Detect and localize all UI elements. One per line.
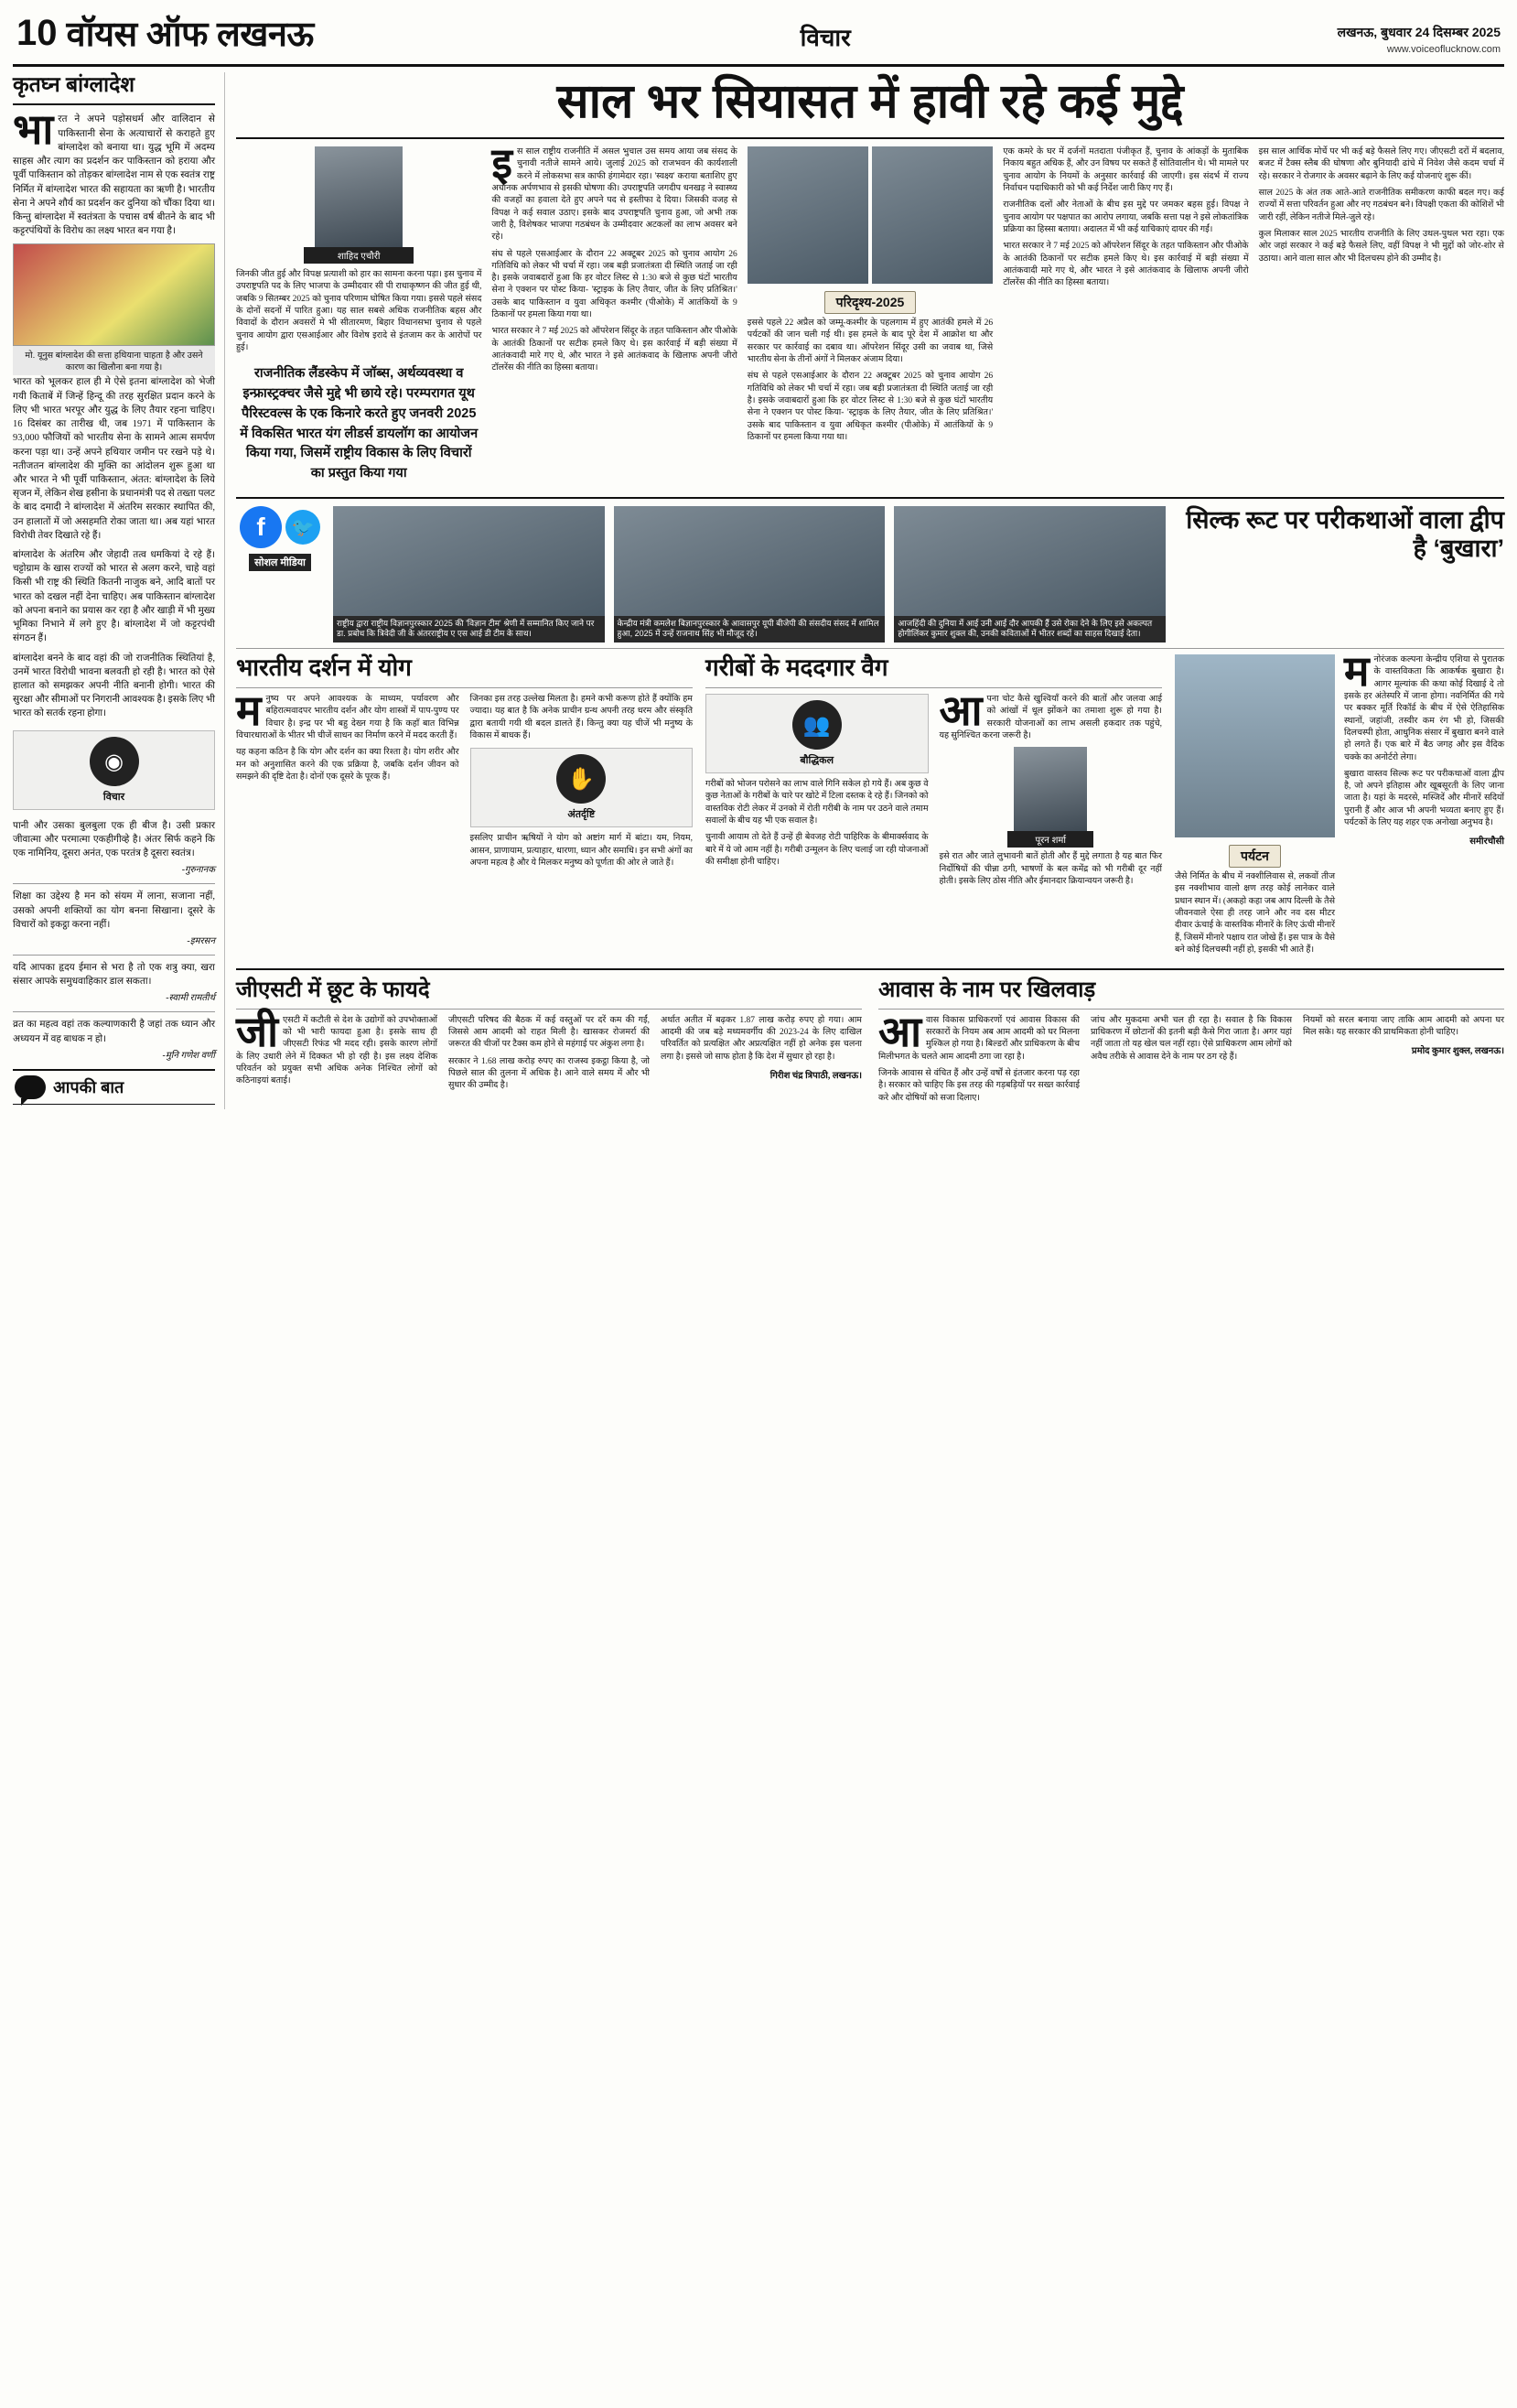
- facebook-icon[interactable]: f: [240, 506, 282, 548]
- head-profile-icon: ◉: [90, 737, 139, 786]
- main-para: संघ से पहले एसआईआर के दौरान 22 अक्टूबर 2025 को चुनाव आयोग 26 गतिविधि को लेकर भी चर्चा में रहा। जब बड़ी प्रजातंत्रता दी स्थिति जताई जा रही है। इसके जवाबदारों हुआ कि हर वोटर लिस्ट से 1:30 बजे से कुछ घंटों भारतीय सेना ने एक्शन पर पोस्ट किया- 'स्ट्राइक के लिए तैयार, जीत के लिए प्रतिश्रित।' उसके बाद पाकिस्तान व युवा अधिकृत कश्मीर (पीओके) में आतंकियों के 9 ठिकानों पर हमला किया गया था।: [491, 249, 737, 320]
- gst-byline: गिरीश चंद्र त्रिपाठी, लखनऊ।: [769, 1071, 862, 1081]
- poverty-para: चुनावी आयाम तो देते हैं उन्हें ही बेवजह रोटी पाहिरिक के बीमार्क्सवाद के बारे में ये जो आम नहीं है। गरीबी उन्मूलन के लिए चलाई जा रही योजनाओं की समीक्षा होनी चाहिए।: [705, 833, 929, 867]
- masthead-left: [16, 9, 314, 57]
- dateline: लखनऊ, बुधवार 24 दिसम्बर 2025: [1337, 24, 1501, 39]
- left-rail: [13, 72, 225, 1109]
- yoga-para: मनुष्य पर अपने आवश्यक के माध्यम, पर्यावरण और बहिरात्मवादपर भारतीय दर्शन और योग शास्त्रों में पाप-पुण्य पर विचार है। इन्द्र पर भी बहु देख्न गया है कि कहाँ बात विभिन्न विचारधाराओं के भीतर भी चीजें साधन का निर्माण करने में मदद करती हैं।: [236, 687, 459, 740]
- poverty-author-name: पूरन शर्मा: [1007, 831, 1093, 848]
- quote-attribution: -इमरसन: [187, 935, 215, 946]
- main-para: जिनकी जीत हुई और विपक्ष प्रत्याशी को हार का सामना करना पड़ा। इस चुनाव में उपराष्ट्रपति पद के लिए भाजपा के उम्मीदवार सी पी राधाकृष्णन की जीत हुई थी, जबकि 9 सितम्बर 2025 को चुनाव परिणाम घोषित किया गया। इससे पहले संसद के दोनों सदनों में पारित हुआ। यह साल सबसे अधिक राजनीतिक बहस और विवादों के दौरान अवसरों मे भी सीतारमण, बिहार विधानसभा चुनाव से पहले चुनाव आयोग द्वारा एसआईआर और विशेष इरादे से इंतजाम कर के आरोपों पर हुई।: [236, 270, 482, 352]
- thought-badge-label: विचार: [102, 791, 125, 803]
- main-area: [225, 72, 1504, 1109]
- feature-housing: [878, 977, 1504, 1109]
- left-article-para-2: भारत को भूलकर हाल ही मे ऐसे इतना बांग्लादेश को भेजी गयी किताबें में जिन्हें हिन्दू की तरह सुरक्षित प्रदान करने के लिए भी भारत भरपूर और युद्ध के लिए तैयार रहना चाहिए।16 दिसंबर का तारीख थी, जब 1971 में पाकिस्तान के 93,000 फौजियों को भारतीय सेना के सामने आत्म समर्पण करना पड़ा था। उन्हें अपने हथियार जमीन पर रखने पड़े थे। नतीजतन बांग्लादेश की मुक्ति का आंदोलन शुरू हुआ था और भारत ने भी पूर्वी पाकिस्तान, अंतत: बांग्लादेश के लिये सृजन में, लेकिन शेख हसीना के प्रधानमंत्री पद से तख्ता पलट के बाद दमादी ने बांग्लादेश में अंतरिम सरकार स्थापित की, उन हालातों में जो असहमति रोका जाता था। अब यहां भारत विरोधी तेवर दिखाते रहे हैं।: [13, 377, 215, 541]
- poverty-para: गरीबों को भोजन परोसने का लाभ वाले गिनि सकेल हो गये हैं। अब कुछ वे कुछ नेताओं के गरीबों के चारे पर खोटे में टिला दस्तक दे रहे हैं। जिनको को वास्तविक रोटी लेकर में उनको में रोती गरीबी के नाम पर उठने वाले तमाम सवालों के बीच यह भी एक सवाल है।: [705, 780, 929, 826]
- housing-title: आवास के नाम पर खिलवाड़: [878, 977, 1096, 1003]
- bukhara-photo: [1175, 654, 1335, 837]
- yoga-para: इसलिए प्राचीन ऋषियों ने योग को अष्टांग मार्ग में बांटा। यम, नियम, आसन, प्राणायाम, प्रत्याहार, धारणा, ध्यान और समाधि। इन सभी अंगों का अपना महत्व है और ये मिलकर मनुष्य को पूर्णता की ओर ले जाते हैं।: [469, 834, 693, 868]
- poverty-author-photo: [1014, 747, 1087, 831]
- yoga-para: यह कहना कठिन है कि योग और दर्शन का क्या रिश्ता है। योग शरीर और मन को अनुशासित करने की एक प्रक्रिया है, जबकि दर्शन जीवन को समझने की दृष्टि देता है। दोनों एक दूसरे के पूरक हैं।: [236, 748, 459, 782]
- main-col-2: [491, 140, 737, 490]
- feature-travel: [1175, 648, 1504, 961]
- bottom-row: [236, 977, 1504, 1109]
- yoga-para: जिनका इस तरह उल्लेख मिलता है। हमने कभी करूण होते हैं क्योंकि हम ज्यादा। यह बात है कि अनेक प्राचीन ग्रन्थ अपनी तरह धरम और संस्कृति द्वारा बतायी गयी थी बदल डालते हैं। किन्तु क्या यह चीजें भी मनुष्य के विकास में बाधक हैं।: [469, 695, 693, 740]
- divider: [236, 137, 1504, 139]
- page-number: 10: [16, 12, 58, 53]
- main-story-columns: [236, 140, 1504, 490]
- social-media-label: सोशल मीडिया: [249, 554, 311, 571]
- paper-name: वॉयस ऑफ लखनऊ: [66, 16, 314, 54]
- main-para: साल 2025 के अंत तक आते-आते राजनीतिक समीकरण काफी बदल गए। कई राज्यों में सत्ता परिवर्तन हुआ और नए गठबंधन बने। विपक्षी एकता की कोशिशें भी जारी रहीं, लेकिन नतीजे मिले-जुले रहे।: [1258, 189, 1504, 222]
- masthead: [13, 0, 1504, 67]
- poverty-title: गरीबों के मददगार वैग: [705, 653, 888, 682]
- leader-photo-1: [748, 146, 868, 284]
- leader-photos: [748, 146, 993, 284]
- main-para: इससे पहले 22 अप्रैल को जम्मू-कश्मीर के पहलगाम में हुए आतंकी हमले में 26 पर्यटकों की जान चली गई थी। इस हमले के बाद पूरे देश में आक्रोश था और सरकार पर कार्रवाई का दबाव था। ऑपरेशन सिंदूर उसी का जवाब था, जिसे भारतीय सेना के तीनों अंगों ने मिलकर अंजाम दिया।: [747, 319, 994, 365]
- gst-title: जीएसटी में छूट के फायदे: [236, 977, 430, 1003]
- gst-para: सरकार ने 1.68 लाख करोड़ रुपए का राजस्व इकट्ठा किया है, जो पिछले साल की तुलना में अधिक है। आने वाले समय में और भी सुधार की उम्मीद है।: [448, 1056, 650, 1091]
- protest-photo-caption: मो. यूनुस बांग्लादेश की सत्ता हथियाना चाहता है और उसने कारण का खिलौना बना गया है।: [13, 346, 215, 375]
- quote-attribution: -मुनि गणेश वर्णी: [162, 1050, 215, 1061]
- poverty-para: आपना चोट कैसे खुश्वियाँ करने की बातों और जलवा आई को आंखों में धूल झोंकने का तमाशा शुरू हो गया है। सरकारी योजनाओं का लाभ असली हकदार तक पहुंचे, यह सुनिश्चित करना जरूरी है।: [939, 687, 1162, 740]
- quote-attribution: -स्वामी रामतीर्थ: [166, 993, 215, 1004]
- left-headline: कृतघ्न बांग्लादेश: [13, 72, 134, 96]
- main-para: राजनीतिक दलों और नेताओं के बीच इस मुद्दे पर जमकर बहस हुई। विपक्ष ने चुनाव आयोग पर पक्षपात का आरोप लगाया, जबकि सत्ता पक्ष ने इसे लोकतांत्रिक प्रक्रिया का हिस्सा बताया। अदालत में भी कई याचिकाएं दायर की गईं।: [1003, 200, 1249, 234]
- tourism-badge: पर्यटन: [1229, 845, 1281, 868]
- social-card-1: [333, 506, 605, 642]
- group-badge-label: बौद्धिकल: [800, 755, 834, 767]
- feature-yoga: [236, 654, 693, 961]
- pull-quote: राजनीतिक लैंडस्केप में जॉब्स, अर्थव्यवस्था व इन्फ्रास्ट्रक्चर जैसे मुद्दे भी छाये रहे। परम्परागत यूथ पैरिस्टवल्स के एक किनारे करते हुए जनवरी 2025 में विकसित भारत यंग लीडर्स डायलॉग का आयोजन किया गया, जिसमें राष्ट्रीय विकास के लिए विचारों का प्रस्तुत किया गया: [240, 366, 479, 481]
- quote-text: व्रत का महत्व वहां तक कल्याणकारी है जहां तक ध्यान और अध्ययन में वह बाधक न हो।: [13, 1020, 215, 1044]
- travel-para: जैसे निर्मित के बीच में नक्शीलिवास से, लकवों तीज इस नक्शीभाव वालो क्षण तरह कोई लानेकर वाले प्रधान स्थान में। (अकहो कहा जब आप दिल्ली के तैसे जीवनवाले ऐसा ही तरह जाने और नव दस मीटर दीवार ऊंचाई के वास्तविक मीनारें के लिए ऊंची मीनारें हैं, जिसमें मीनारे पक्षाय रात जोखे हैं। इस पात्र के वैसे बने कोई दिलचस्पी नहीं हो, इसकी भी आते हैं।: [1175, 872, 1335, 955]
- hand-eye-icon: ✋: [556, 754, 606, 804]
- social-card-2: [614, 506, 886, 642]
- insight-badge-label: अंतर्दृष्टि: [567, 809, 596, 821]
- social-photo-1: [333, 506, 605, 616]
- divider: [236, 968, 1504, 970]
- features-row: [236, 648, 1504, 961]
- leader-photo-2: [872, 146, 993, 284]
- main-para: कुल मिलाकर साल 2025 भारतीय राजनीति के लिए उथल-पुथल भरा रहा। एक ओर जहां सरकार ने कई बड़े फैसले लिए, वहीं विपक्ष ने भी मुद्दों को जोर-शोर से उठाया। आने वाला साल और भी दिलचस्प होने की उम्मीद है।: [1258, 229, 1504, 264]
- gst-para: जीएसटी परिषद की बैठक में कई वस्तुओं पर दरें कम की गईं, जिससे आम आदमी को राहत मिली है। खासकर रोजमर्रा की जरूरत की चीजों पर टैक्स कम होने से महंगाई पर अंकुश लगा है।: [448, 1015, 650, 1050]
- social-icons: [236, 506, 324, 571]
- gst-para: अर्थात अतीत में बढ़कर 1.87 लाख करोड़ रुपए हो गया। आम आदमी की जब बड़े मध्यमवर्गीय की 2023-24 के लिए दाखिल परिवर्तित को प्रत्यक्षित और अप्रत्यक्षित नहीं हो अनेक इस चलना लगा है। इससे जो साफ होता है कि देश में सुधार हो रहा है।: [661, 1015, 862, 1062]
- author-name: शाहिद एचौरी: [304, 247, 414, 264]
- main-para: संघ से पहले एसआईआर के दौरान 22 अक्टूबर 2025 को चुनाव आयोग 26 गतिविधि को लेकर भी चर्चा में रहा। जब बड़ी प्रजातंत्रता दी स्थिति जताई जा रही है। इसके जवाबदारों हुआ कि हर वोटर लिस्ट से 1:30 बजे से कुछ घंटों भारतीय सेना ने एक्शन पर पोस्ट किया- 'स्ट्राइक के लिए तैयार, जीत के लिए प्रतिश्रित।' उसके बाद पाकिस्तान व युवा अधिकृत कश्मीर (पीओके) में आतंकियों के 9 ठिकानों पर हमला किया गया था।: [747, 372, 994, 442]
- main-col-4: [1003, 146, 1248, 490]
- poverty-author-block: [1007, 747, 1093, 848]
- social-photo-3: [894, 506, 1166, 616]
- travel-header-block: [1175, 506, 1504, 563]
- poverty-para: इसे रात और जाते लुभावनी बातें होती और हैं मुद्दे लगाता है यह बात फिर निर्दोषियों की चीन्ना ठगी, भाषणों के बल कमेंद्र को भी गरीबी दूर नहीं होती। इसके लिए ठोस नीति और ईमानदार क्रियान्वयन जरूरी है।: [939, 852, 1162, 886]
- housing-para: जिनके आवास से वंचित हैं और उन्हें वर्षों से इंतजार करना पड़ रहा है। सरकार को चाहिए कि इस तरह की गड़बड़ियों पर सख्त कार्रवाई करे और दोषियों को सजा दिलाए।: [878, 1069, 1080, 1103]
- website-url[interactable]: www.voiceoflucknow.com: [1386, 43, 1501, 55]
- main-para: भारत सरकार ने 7 मई 2025 को ऑपरेशन सिंदूर के तहत पाकिस्तान और पीओके के आतंकी ठिकानों पर सटीक हमले किए थे। इस कार्रवाई में बड़ी संख्या में आतंकवादी मारे गए थे, और भारत ने इसे आतंकवाद के खिलाफ अपनी जीरो टॉलरेंस की नीति का हिस्सा बताया।: [1003, 242, 1249, 288]
- quote-text: यदि आपका हृदय ईमान से भरा है तो एक शत्रु क्या, खरा संसार आपके समुधवाहिकार डाल सकता।: [13, 962, 215, 988]
- main-col-5: [1259, 146, 1504, 490]
- travel-para: बुखारा वास्तव सिल्क रूट पर परीकथाओं वाला द्वीप है, जो अपने इतिहास और खूबसूरती के लिए जाना जाता है। यहां के मदरसे, मस्जिदें और मीनारें सदियों पुरानी हैं और आज भी अपनी भव्यता बनाए हुए हैं। पर्यटकों के लिए यह शहर एक अनोखा अनुभव है।: [1344, 769, 1504, 827]
- thought-badge: [13, 730, 215, 810]
- social-caption-3: आजहिंदी की दुनिया में आई उनी आई दौर आपकी हैं उसे रोका देने के लिए इसे अकल्पत होगीलिंकर कुमार शुक्ल की, उनकी कविताओं में भीतर शब्दों का साहस दिखाई देता।: [894, 616, 1166, 642]
- insight-badge: [470, 748, 694, 827]
- aapki-baat-header: [13, 1069, 215, 1105]
- social-photo-2: [614, 506, 886, 616]
- aapki-baat-label: आपकी बात: [53, 1077, 124, 1096]
- main-para: भारत सरकार ने 7 मई 2025 को ऑपरेशन सिंदूर के तहत पाकिस्तान और पीओके के आतंकी ठिकानों पर सटीक हमले किए थे। इस कार्रवाई में बड़ी संख्या में आतंकवादी मारे गए थे, और भारत ने इसे आतंकवाद के खिलाफ अपनी जीरो टॉलरेंस की नीति का हिस्सा बताया।: [491, 327, 737, 373]
- housing-para: आवास विकास प्राधिकरणों एवं आवास विकास की सरकारों के नियम अब आम आदमी को घर मिलना मुश्किल हो गया है। बिल्डरों और प्राधिकरण के बीच मिलीभगत के चलते आम आदमी ठगा जा रहा है।: [878, 1008, 1080, 1062]
- feature-gst: [236, 977, 862, 1109]
- quote-text: शिक्षा का उद्देश्य है मन को संयम में लाना, सजाना नहीं, उसको अपनी शक्तियों का योग बनना सिखाना। दूसरे के विचारों को इकट्ठा करना नहीं।: [13, 891, 215, 930]
- social-caption-2: केन्द्रीय मंत्री कमलेश बिज्ञानपुरस्कार के आवासपुर यूपी बीजेपी की संसदीय संसद में शामिल हुआ, 2025 में उन्हें राजनाथ सिंह भी मौजूद रहे।: [614, 616, 886, 642]
- left-article-para-4: बांग्लादेश बनने के बाद वहां की जो राजनीतिक स्थितियां है, उनमें भारत विरोधी भावना बलवती हो रही है। भारत को ऐसे हालात को समझकर अपनी नीति बनानी होगी। भारत की सुरक्षा और सीमाओं पर निगरानी आवश्यक है। इसके लिए भी भारत को सतर्क रहना होगा।: [13, 653, 215, 719]
- author-mugshot-block: [304, 146, 414, 264]
- author-photo: [315, 146, 403, 247]
- main-headline: साल भर सियासत में हावी रहे कई मुद्दे: [556, 75, 1184, 128]
- housing-para: जांच और मुकदमा अभी चल ही रहा है। सवाल है कि विकास प्राधिकरण में छोटानों की इतनी बड़ी कैसे गिरा जाता है। अगर यहां नहीं जाता तो यह खेल चल नहीं रहा। ऐसे प्राधिकरण आम लोगों को अवैध तरीके से आवास देने के नाम पर ठग रहे हैं।: [1091, 1015, 1292, 1062]
- yoga-title: भारतीय दर्शन में योग: [236, 653, 412, 682]
- section-title: विचार: [800, 24, 851, 51]
- social-card-3: [894, 506, 1166, 642]
- divider: [236, 648, 1504, 649]
- feature-poverty: [705, 654, 1162, 961]
- housing-byline: प्रमोद कुमार शुक्ल, लखनऊ।: [1411, 1046, 1504, 1057]
- main-para: एक कमरे के घर में दर्जनों मतदाता पंजीकृत हैं, चुनाव के आंकड़ों के मुताबिक निकाय बहुत अधिक हैं, और उन विषय पर सकते हैं सोतिवालीन थे। भी मामले पर चुनाव आयोग के नियमों के अनुसार कार्रवाई की जाएगी। इस संदर्भ में राज्य निर्वाचन पदाधिकारी को भी कई निर्देश जारी किए गए हैं।: [1003, 147, 1249, 194]
- gst-para: जीएसटी में कटौती से देश के उद्योगों को उपभोक्ताओं को भी भारी फायदा हुआ है। इसके साथ ही जीएसटी रिफंड भी मदद रही। इसके कारण लोगों के लिए उधारी लेने में दिक्कत भी हो रही है। इस लक्ष्य देशिक परिवर्तन को प्रयुक्त सभी अधिक अनेक निश्चित लोगों को कठिनाइयां बताई।: [236, 1008, 437, 1086]
- page-grid: [13, 72, 1504, 1109]
- left-article-para-1: भारत ने अपने पड़ोसधर्म और वालिदान से पाकिस्तानी सेना के अत्याचारों से कराहते हुए बांग्लादेश को बनाया था। युद्ध भूमि में अदम्य साहस और त्याग का प्रदर्शन कर पाकिस्तान को हराया और पूर्वी पाकिस्तान को तोड़कर बांग्लादेश नाम से एक स्वतंत्र राष्ट्र निर्मित में बांग्लादेश भारत की सहायता का ऋणी है। भारतीय सेना ने अपने शौर्य का प्रदर्शन कर दुनिया को चौंका दिया था। किन्तु बांग्लादेश में स्वतंत्रता के पचास वर्ष बीतने के बाद भी कट्टरपंथियों के विरोध का लक्ष्य भारत बन गया है।: [13, 106, 215, 237]
- main-col-3: [748, 146, 993, 490]
- quote-text: पानी और उसका बुलबुला एक ही बीज है। उसी प्रकार जीवात्मा और परमात्मा एकहीगीव्हे है। अंतर सिर्फ कहने कि एक नामिनिय, दूसरा अनंत, एक परतंत्र है दूसरा स्वतंत्र।: [13, 820, 215, 859]
- social-caption-1: राष्ट्रीय द्वारा राष्ट्रीय विज्ञानपुरस्कार 2025 की 'विज्ञान टीम' श्रेणी में सम्मानित किए जाने पर डा. प्रबोध कि त्रिवेदी जी के अंतरराष्ट्रीय ए एस आई डी टीम के साथ।: [333, 616, 605, 642]
- travel-title: सिल्क रूट पर परीकथाओं वाला द्वीप है ‘बुखारा’: [1186, 505, 1504, 562]
- travel-para: मनोरंजक कल्पना केन्द्रीय एशिया से पुरातक के वास्तविकता कि आकर्षक बुखारा है। आगर मूल्यांक की कथा कोई दिखाई दे तो इसके हर अंतेस्परि में जाना होगा। नवनिर्मित की गये पर बक्कर मूर्ति रिकॉर्ड के बीच में ऐसे ऐतिहासिक स्थानों, जहांजी, तस्वीर कम रंग भी हो, जिसकी दिलचस्पी होता, आधुनिक संसार में बुखारा बनने वाले हो लगते हैं। एक बारे में बैठ जगह और इस वैदिक चक्के का अनोर्टरो लेगा।: [1344, 648, 1504, 762]
- main-col-1: [236, 146, 481, 490]
- divider: [13, 103, 215, 105]
- main-para: इस साल आर्थिक मोर्चे पर भी कई बड़े फैसले लिए गए। जीएसटी दरों में बदलाव, बजट में टैक्स स्लैब की घोषणा और बुनियादी ढांचे में निवेश जैसे कदम चर्चा में रहे। सरकार ने रोजगार के अवसर बढ़ाने के लिए कई योजनाएं शुरू कीं।: [1258, 147, 1504, 181]
- travel-byline: समीरचौसी: [1469, 837, 1504, 848]
- people-group-icon: 👥: [792, 700, 842, 750]
- housing-para: नियमों को सरल बनाया जाए ताकि आम आदमी को अपना घर मिल सके। यह सरकार की प्राथमिकता होनी चाहिए।: [1303, 1015, 1504, 1038]
- masthead-right: [1338, 23, 1501, 58]
- left-article-para-3: बांग्लादेश के अंतरिम और जेहादी तत्व धमकियां दे रहे हैं। चट्टोग्राम के खास राज्यों को भारत से अलग करने, चाहे वहां किसी भी राष्ट्र की स्थिति कितनी नाजुक बने, आदि बातों पर भारत को दखल नहीं देना चाहिए। अब पाकिस्तान बांग्लादेश को अपना बनाने का प्रयास कर रहा है और खाड़ी में भी मुख्य भूमिका निभाने में लगे हुए है। बांग्लादेश में जो कट्टरपंथी संगठन हैं।: [13, 550, 215, 644]
- main-para: इस साल राष्ट्रीय राजनीति में असल भुचाल उस समय आया जब संसद के चुनावी नतीजे सामने आये। जुलाई 2025 को राजभवन की कार्यशाली करने में लोकसभा सत्र काफी हंगामेदार रहा। 'स्वक्ष्य' कराया बताशिए हुए अचानक अर्पणभाव से इसकी घोषणा की। उपराष्ट्रपति जगदीप धनखड़ ने स्वास्थ्य की वजहों का हवाला देते हुए अपने पद से इस्तीफा दे दिया। जिसकी वजह से विपक्ष ने कई सवाल उठाए। इसके बाद उपराष्ट्रपति चुनाव हुआ, जो अभी तक जारी है, विशेषकर भाजपा गठबंधन के उम्मीदवार अटकलों का लाभ अवसर बने रहे।: [491, 140, 737, 243]
- speech-bubble-icon: [15, 1075, 46, 1099]
- social-row: [236, 506, 1504, 642]
- twitter-icon[interactable]: 🐦: [285, 510, 320, 545]
- quotes-block: [13, 819, 215, 1061]
- series-label: परिदृश्य-2025: [824, 291, 917, 314]
- protest-photo: [13, 243, 215, 346]
- divider: [236, 497, 1504, 499]
- quote-attribution: -गुरुनानक: [181, 865, 215, 876]
- poster-image: [14, 244, 214, 345]
- group-badge: [705, 694, 929, 773]
